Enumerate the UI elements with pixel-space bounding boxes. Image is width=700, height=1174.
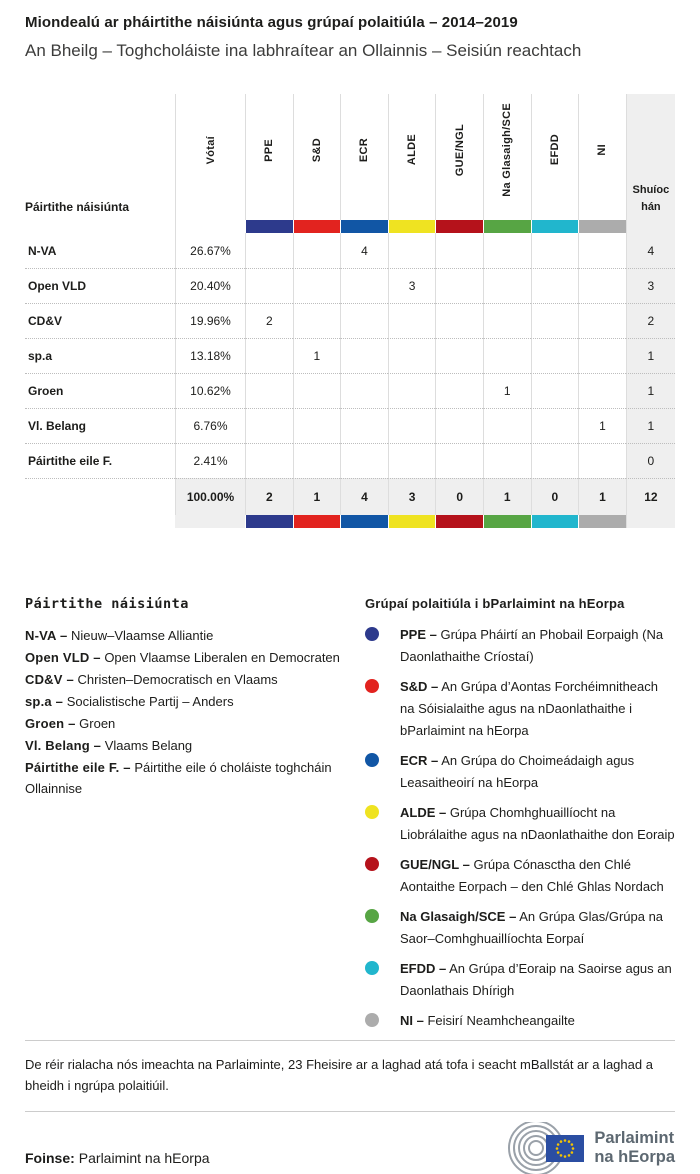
group-color-bar-fill	[483, 220, 531, 233]
total-bar-spacer	[626, 515, 675, 528]
party-abbr: Groen –	[25, 716, 76, 731]
first-column-header: Páirtithe náisiúnta	[25, 200, 130, 214]
group-color-bar-fill	[293, 220, 341, 233]
group-column-header	[578, 94, 626, 220]
total-group-seats-cell: 1	[483, 478, 531, 515]
group-color-bar	[483, 220, 531, 233]
group-seats-cell	[531, 303, 579, 338]
party-full-name: Socialistische Partij – Anders	[66, 694, 234, 709]
group-seats-cell	[293, 408, 341, 443]
group-full-name: Feisirí Neamhcheangailte	[427, 1013, 575, 1028]
total-group-seats-cell: 0	[531, 478, 579, 515]
total-votes-cell: 100.00%	[175, 478, 245, 515]
divider-bottom	[25, 1111, 675, 1112]
logo-line1: Parlaimint	[594, 1129, 675, 1147]
group-seats-cell	[340, 268, 388, 303]
total-group-color-bar-fill	[483, 515, 531, 528]
group-legend-item	[365, 624, 675, 668]
total-group-color-bar	[388, 515, 436, 528]
group-seats-cell	[578, 373, 626, 408]
group-full-name: Grúpa Chomhghuaillíocht na Liobrálaithe agus na nDaonlathaithe don Eoraip	[400, 805, 675, 842]
group-abbr: Na Glasaigh/SCE –	[400, 909, 517, 924]
group-seats-cell	[578, 303, 626, 338]
national-parties-legend-heading: Páirtithe náisiúnta	[25, 596, 189, 612]
group-legend-item	[365, 854, 675, 898]
group-legend-item	[365, 958, 675, 1002]
group-seats-cell	[531, 233, 579, 268]
group-seats-cell	[340, 303, 388, 338]
group-seats-cell	[388, 408, 436, 443]
group-seats-cell	[578, 443, 626, 478]
group-seats-cell	[293, 303, 341, 338]
group-seats-cell: 1	[578, 408, 626, 443]
group-column-header	[483, 94, 531, 220]
party-legend-item	[25, 757, 345, 799]
total-group-seats-cell: 4	[340, 478, 388, 515]
party-full-name: Vlaams Belang	[104, 738, 193, 753]
total-group-color-bar-fill	[435, 515, 483, 528]
group-column-header	[435, 94, 483, 220]
total-seats-cell: 2	[626, 303, 675, 338]
group-seats-cell	[245, 443, 293, 478]
total-row-spacer	[25, 478, 175, 515]
group-seats-cell	[388, 233, 436, 268]
group-seats-cell	[388, 338, 436, 373]
group-seats-cell	[245, 233, 293, 268]
group-color-bar-fill	[245, 220, 293, 233]
party-abbr: Open VLD –	[25, 650, 101, 665]
total-group-seats-cell: 0	[435, 478, 483, 515]
group-column-header	[531, 94, 579, 220]
group-color-bar	[293, 220, 341, 233]
group-column-header	[293, 94, 341, 220]
total-seats-sum-cell: 12	[626, 478, 675, 515]
european-parliament-logo	[490, 1122, 675, 1174]
group-seats-cell	[578, 233, 626, 268]
votes-cell: 20.40%	[175, 268, 245, 303]
total-group-seats-cell: 1	[293, 478, 341, 515]
votes-cell: 6.76%	[175, 408, 245, 443]
group-seats-cell	[483, 303, 531, 338]
group-abbr: EFDD –	[400, 961, 447, 976]
votes-cell: 26.67%	[175, 233, 245, 268]
party-full-name: Open Vlaamse Liberalen en Democraten	[104, 650, 340, 665]
votes-cell: 10.62%	[175, 373, 245, 408]
group-column-label: NI	[596, 144, 609, 156]
group-abbr: ECR –	[400, 753, 439, 768]
party-legend-item	[25, 669, 345, 690]
group-seats-cell	[435, 268, 483, 303]
group-legend-text	[400, 854, 675, 898]
group-color-dot	[365, 627, 379, 641]
group-legend-text	[400, 802, 675, 846]
party-full-name: Groen	[79, 716, 116, 731]
group-column-header	[245, 94, 293, 220]
group-color-bar	[435, 220, 483, 233]
total-group-seats-cell: 3	[388, 478, 436, 515]
group-seats-cell	[531, 443, 579, 478]
total-group-seats-cell: 2	[245, 478, 293, 515]
group-color-dot	[365, 753, 379, 767]
page-subtitle: An Bheilg – Toghcholáiste ina labhraítear an Ollainnis – Seisiún reachtach	[25, 41, 582, 60]
votes-cell: 19.96%	[175, 303, 245, 338]
seats-column-header	[626, 94, 675, 220]
group-legend-text	[400, 906, 675, 950]
group-color-dot	[365, 805, 379, 819]
group-full-name: An Grúpa Glas/Grúpa na Saor–Comhghuaillíochta Eorpaí	[400, 909, 664, 946]
group-seats-cell	[245, 408, 293, 443]
group-legend-text	[400, 624, 675, 668]
votes-cell: 13.18%	[175, 338, 245, 373]
group-seats-cell	[483, 338, 531, 373]
total-group-seats-cell: 1	[578, 478, 626, 515]
political-groups-legend	[365, 596, 675, 1040]
party-name-cell: CD&V	[25, 303, 175, 338]
group-full-name: Grúpa Pháirtí an Phobail Eorpaigh (Na Daonlathaithe Críostaí)	[400, 627, 664, 664]
group-color-bar	[245, 220, 293, 233]
party-legend-item	[25, 625, 345, 646]
logo-text	[594, 1129, 675, 1167]
group-seats-cell	[578, 338, 626, 373]
group-seats-cell	[340, 443, 388, 478]
party-name-cell: Groen	[25, 373, 175, 408]
party-full-name: Páirtithe eile ó choláiste toghcháin Ollainnise	[25, 760, 332, 796]
group-seats-cell	[340, 408, 388, 443]
group-color-bar	[578, 220, 626, 233]
party-name-cell: sp.a	[25, 338, 175, 373]
group-column-label: PPE	[263, 138, 276, 162]
group-seats-cell	[340, 373, 388, 408]
group-seats-cell: 1	[293, 338, 341, 373]
total-group-color-bar-fill	[531, 515, 579, 528]
party-legend-item	[25, 647, 345, 668]
party-full-name: Christen–Democratisch en Vlaams	[77, 672, 278, 687]
source	[25, 1150, 210, 1174]
group-legend-item	[365, 750, 675, 794]
party-abbr: Páirtithe eile F. –	[25, 760, 131, 775]
total-seats-cell: 1	[626, 408, 675, 443]
party-name-cell: Open VLD	[25, 268, 175, 303]
party-name-cell: Páirtithe eile F.	[25, 443, 175, 478]
group-seats-cell	[483, 443, 531, 478]
group-legend-item	[365, 906, 675, 950]
header-bar-spacer	[626, 220, 675, 233]
party-abbr: sp.a –	[25, 694, 64, 709]
group-color-bar-fill	[578, 220, 626, 233]
group-column-header	[388, 94, 436, 220]
total-group-color-bar-fill	[578, 515, 626, 528]
total-bar-spacer	[25, 515, 175, 528]
party-abbr: Vl. Belang –	[25, 738, 102, 753]
group-seats-cell	[293, 268, 341, 303]
seats-column-label: Shuíochán	[632, 184, 670, 213]
group-seats-cell	[245, 373, 293, 408]
group-color-bar-fill	[435, 220, 483, 233]
group-abbr: S&D –	[400, 679, 439, 694]
group-seats-cell	[531, 373, 579, 408]
logo-line2: na hEorpa	[594, 1148, 675, 1166]
national-parties-legend	[25, 596, 365, 1040]
votes-cell: 2.41%	[175, 443, 245, 478]
group-color-dot	[365, 961, 379, 975]
group-seats-cell	[245, 338, 293, 373]
total-group-color-bar	[483, 515, 531, 528]
group-seats-cell: 1	[483, 373, 531, 408]
group-seats-cell	[293, 233, 341, 268]
hemicycle-eu-flag-icon	[490, 1122, 586, 1174]
group-legend-item	[365, 802, 675, 846]
total-group-color-bar	[578, 515, 626, 528]
source-value: Parlaimint na hEorpa	[78, 1150, 210, 1166]
group-legend-text	[400, 1010, 575, 1032]
group-legend-item	[365, 676, 675, 742]
total-group-color-bar-fill	[293, 515, 341, 528]
group-seats-cell	[388, 373, 436, 408]
group-seats-cell	[340, 338, 388, 373]
group-legend-text	[400, 676, 675, 742]
group-abbr: ALDE –	[400, 805, 447, 820]
group-seats-cell: 2	[245, 303, 293, 338]
group-seats-cell	[435, 443, 483, 478]
group-color-dot	[365, 1013, 379, 1027]
group-seats-cell	[483, 268, 531, 303]
group-color-dot	[365, 857, 379, 871]
group-seats-cell	[245, 268, 293, 303]
group-seats-cell	[578, 268, 626, 303]
group-seats-cell	[435, 408, 483, 443]
group-legend-text	[400, 750, 675, 794]
party-legend-item	[25, 735, 345, 756]
header-bar-spacer	[25, 220, 175, 233]
page-title: Miondealú ar pháirtithe náisiúnta agus grúpaí polaitiúla – 2014–2019	[25, 14, 518, 31]
total-group-color-bar	[340, 515, 388, 528]
group-abbr: PPE –	[400, 627, 437, 642]
group-column-label: ECR	[358, 137, 371, 163]
group-seats-cell	[435, 303, 483, 338]
group-seats-cell	[483, 408, 531, 443]
legends-section	[25, 596, 675, 1040]
group-abbr: GUE/NGL –	[400, 857, 470, 872]
group-seats-cell	[435, 373, 483, 408]
group-seats-cell: 4	[340, 233, 388, 268]
group-column-header	[340, 94, 388, 220]
group-full-name: Grúpa Cónasctha den Chlé Aontaithe Eorpach – den Chlé Ghlas Nordach	[400, 857, 664, 894]
group-column-label: Na Glasaigh/SCE	[501, 103, 514, 197]
group-column-label: GUE/NGL	[453, 123, 466, 177]
total-bar-spacer	[175, 515, 245, 528]
group-seats-cell	[388, 303, 436, 338]
group-seats-cell	[435, 233, 483, 268]
group-column-label: S&D	[310, 137, 323, 163]
party-abbr: CD&V –	[25, 672, 74, 687]
total-group-color-bar-fill	[245, 515, 293, 528]
group-color-bar-fill	[531, 220, 579, 233]
group-column-label: EFDD	[548, 134, 561, 166]
total-group-color-bar-fill	[340, 515, 388, 528]
total-seats-cell: 1	[626, 373, 675, 408]
footnote: De réir rialacha nós imeachta na Parlaiminte, 23 Fheisire ar a laghad atá tofa i seacht mBallstát ar a laghad a bheidh i ngrúpa polaitiúil.	[25, 1057, 653, 1093]
group-column-label: ALDE	[406, 134, 419, 166]
votes-column-header	[175, 94, 245, 220]
header-bar-spacer	[175, 220, 245, 233]
votes-column-label: Vótaí	[204, 135, 217, 165]
party-name-cell: Vl. Belang	[25, 408, 175, 443]
group-abbr: NI –	[400, 1013, 424, 1028]
group-full-name: An Grúpa d’Aontas Forchéimnitheach na Sóisialaithe agus na nDaonlathaithe i bParlaimint na hEorpa	[400, 679, 658, 738]
party-full-name: Nieuw–Vlaamse Alliantie	[71, 628, 214, 643]
total-seats-cell: 4	[626, 233, 675, 268]
group-color-dot	[365, 909, 379, 923]
group-seats-cell	[483, 233, 531, 268]
group-seats-cell	[293, 443, 341, 478]
group-legend-text	[400, 958, 675, 1002]
political-groups-legend-heading: Grúpaí polaitiúla i bParlaimint na hEorpa	[365, 596, 625, 611]
party-abbr: N-VA –	[25, 628, 68, 643]
group-seats-cell	[531, 268, 579, 303]
total-group-color-bar	[435, 515, 483, 528]
results-table	[25, 94, 675, 528]
group-color-bar	[340, 220, 388, 233]
group-color-dot	[365, 679, 379, 693]
total-seats-cell: 3	[626, 268, 675, 303]
group-full-name: An Grúpa do Choimeádaigh agus Leasaitheoirí na hEorpa	[400, 753, 635, 790]
group-seats-cell: 3	[388, 268, 436, 303]
group-seats-cell	[388, 443, 436, 478]
source-row	[25, 1122, 675, 1174]
group-legend-item	[365, 1010, 675, 1032]
group-seats-cell	[531, 338, 579, 373]
total-group-color-bar-fill	[388, 515, 436, 528]
total-group-color-bar	[245, 515, 293, 528]
total-seats-cell: 0	[626, 443, 675, 478]
group-color-bar	[531, 220, 579, 233]
group-color-bar-fill	[340, 220, 388, 233]
party-name-cell: N-VA	[28, 243, 57, 258]
source-label: Foinse:	[25, 1150, 75, 1166]
group-seats-cell	[435, 338, 483, 373]
party-legend-item	[25, 713, 345, 734]
group-full-name: An Grúpa d’Eoraip na Saoirse agus an Daonlathais Dhírigh	[400, 961, 672, 998]
total-group-color-bar	[531, 515, 579, 528]
group-color-bar-fill	[388, 220, 436, 233]
group-color-bar	[388, 220, 436, 233]
total-seats-cell: 1	[626, 338, 675, 373]
party-legend-item	[25, 691, 345, 712]
group-seats-cell	[293, 373, 341, 408]
group-seats-cell	[531, 408, 579, 443]
total-group-color-bar	[293, 515, 341, 528]
